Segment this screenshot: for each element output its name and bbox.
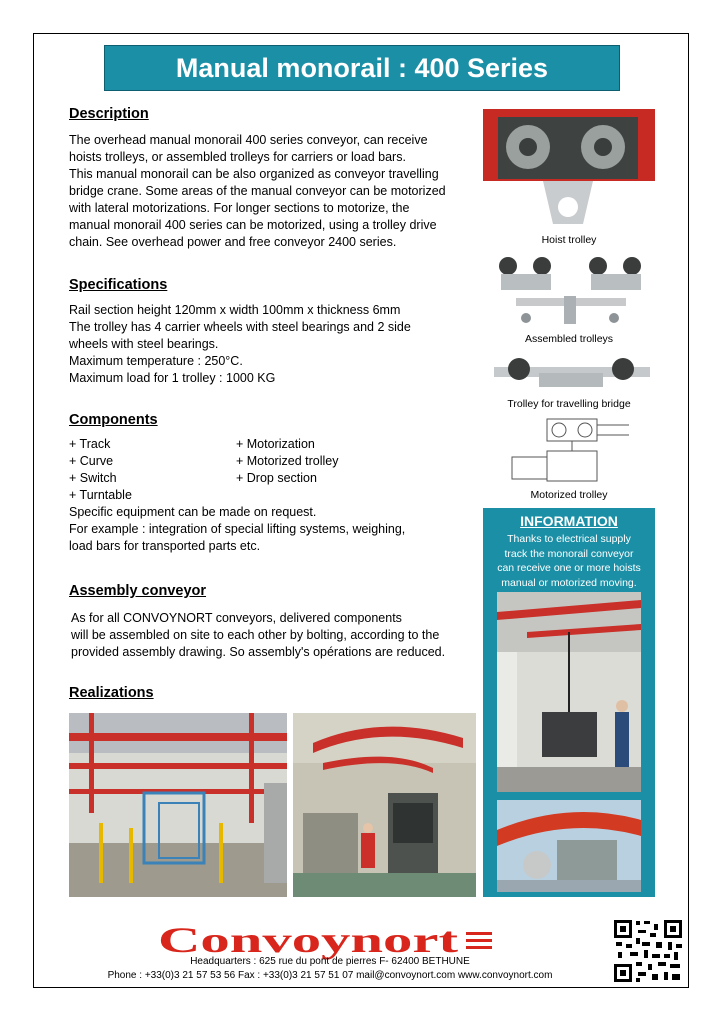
assembled-trolleys-caption: Assembled trolleys	[524, 333, 614, 345]
component-item: + Motorized trolley	[236, 454, 339, 468]
footer-contact: Phone : +33(0)3 21 57 53 56 Fax : +33(0)3 21 57 51 07 mail@convoynort.com www.convoynort.com	[107, 970, 553, 981]
information-line: can receive one or more hoists	[497, 562, 641, 574]
information-box	[483, 508, 655, 897]
information-text	[487, 532, 651, 590]
logo-wordmark: Convoynort	[158, 920, 459, 960]
components-list-left	[69, 436, 229, 504]
assembly-heading: Assembly conveyor	[69, 583, 207, 599]
spec-line: Maximum temperature : 250°C.	[69, 354, 243, 368]
motorized-trolley-caption: Motorized trolley	[530, 489, 608, 501]
components-note: Specific equipment can be made on request.	[69, 505, 317, 519]
assembly-line: will be assembled on site to each other by bolting, according to the	[71, 628, 440, 642]
components-heading: Components	[69, 412, 158, 428]
description-line: This manual monorail can be also organized as conveyor travelling	[69, 167, 439, 181]
assembly-text	[71, 610, 486, 661]
page-title: Manual monorail : 400 Series	[175, 52, 549, 83]
information-line: manual or motorized moving.	[501, 576, 637, 589]
component-item: + Turntable	[69, 488, 132, 502]
assembled-trolleys-image	[486, 252, 656, 330]
information-title: INFORMATION	[520, 513, 618, 529]
components-notes	[69, 504, 469, 555]
specifications-text	[69, 302, 469, 387]
assembly-line: As for all CONVOYNORT conveyors, delivered components	[71, 611, 402, 625]
travelling-bridge-trolley-image	[489, 355, 655, 393]
footer-address: Headquarters : 625 rue du pont de pierres F- 62400 BETHUNE	[190, 956, 470, 967]
component-item: + Drop section	[236, 471, 317, 485]
description-line: bridge crane. Some areas of the manual conveyor can be motorized	[69, 184, 446, 198]
description-line: The overhead manual monorail 400 series conveyor, can receive	[69, 133, 428, 147]
components-note: For example : integration of special lifting systems, weighing,	[69, 522, 406, 536]
hoist-trolley-image	[483, 109, 655, 230]
information-line: track the monorail conveyor	[504, 547, 634, 560]
motorized-trolley-image	[507, 415, 635, 485]
qr-code	[612, 918, 684, 984]
information-line: Thanks to electrical supply	[507, 533, 631, 545]
component-item: + Switch	[69, 471, 117, 485]
info-photo-motor	[497, 800, 641, 892]
description-line: with lateral motorizations. For longer sections to motorize, the	[69, 201, 410, 215]
hoist-trolley-caption: Hoist trolley	[541, 234, 597, 246]
title-banner	[104, 45, 620, 91]
description-line: manual monorail 400 series can be motorized, using a trolley drive	[69, 218, 437, 232]
components-note: load bars for transported parts etc.	[69, 539, 261, 553]
spec-line: Maximum load for 1 trolley : 1000 KG	[69, 371, 276, 385]
spec-line: The trolley has 4 carrier wheels with steel bearings and 2 side	[69, 320, 411, 334]
components-list-right	[236, 436, 436, 487]
spec-line: Rail section height 120mm x width 100mm x thickness 6mm	[69, 303, 401, 317]
description-line: hoists trolleys, or assembled trolleys for carriers or load bars.	[69, 150, 406, 164]
component-item: + Track	[69, 437, 111, 451]
realization-photo-shotblast	[293, 713, 476, 897]
assembly-line: provided assembly drawing. So assembly's opérations are reduced.	[71, 645, 446, 659]
component-item: + Curve	[69, 454, 114, 468]
realization-photo-warehouse	[69, 713, 287, 897]
specifications-heading: Specifications	[69, 277, 168, 293]
travelling-bridge-caption: Trolley for travelling bridge	[507, 398, 631, 410]
description-heading: Description	[69, 106, 149, 122]
info-photo-hoist	[497, 592, 641, 792]
realizations-heading: Realizations	[69, 685, 154, 701]
convoynort-logo	[158, 920, 498, 960]
description-text	[69, 132, 489, 251]
description-line: chain. See overhead power and free conveyor 2400 series.	[69, 235, 397, 249]
component-item: + Motorization	[236, 437, 315, 451]
spec-line: wheels with steel bearings.	[69, 337, 219, 351]
